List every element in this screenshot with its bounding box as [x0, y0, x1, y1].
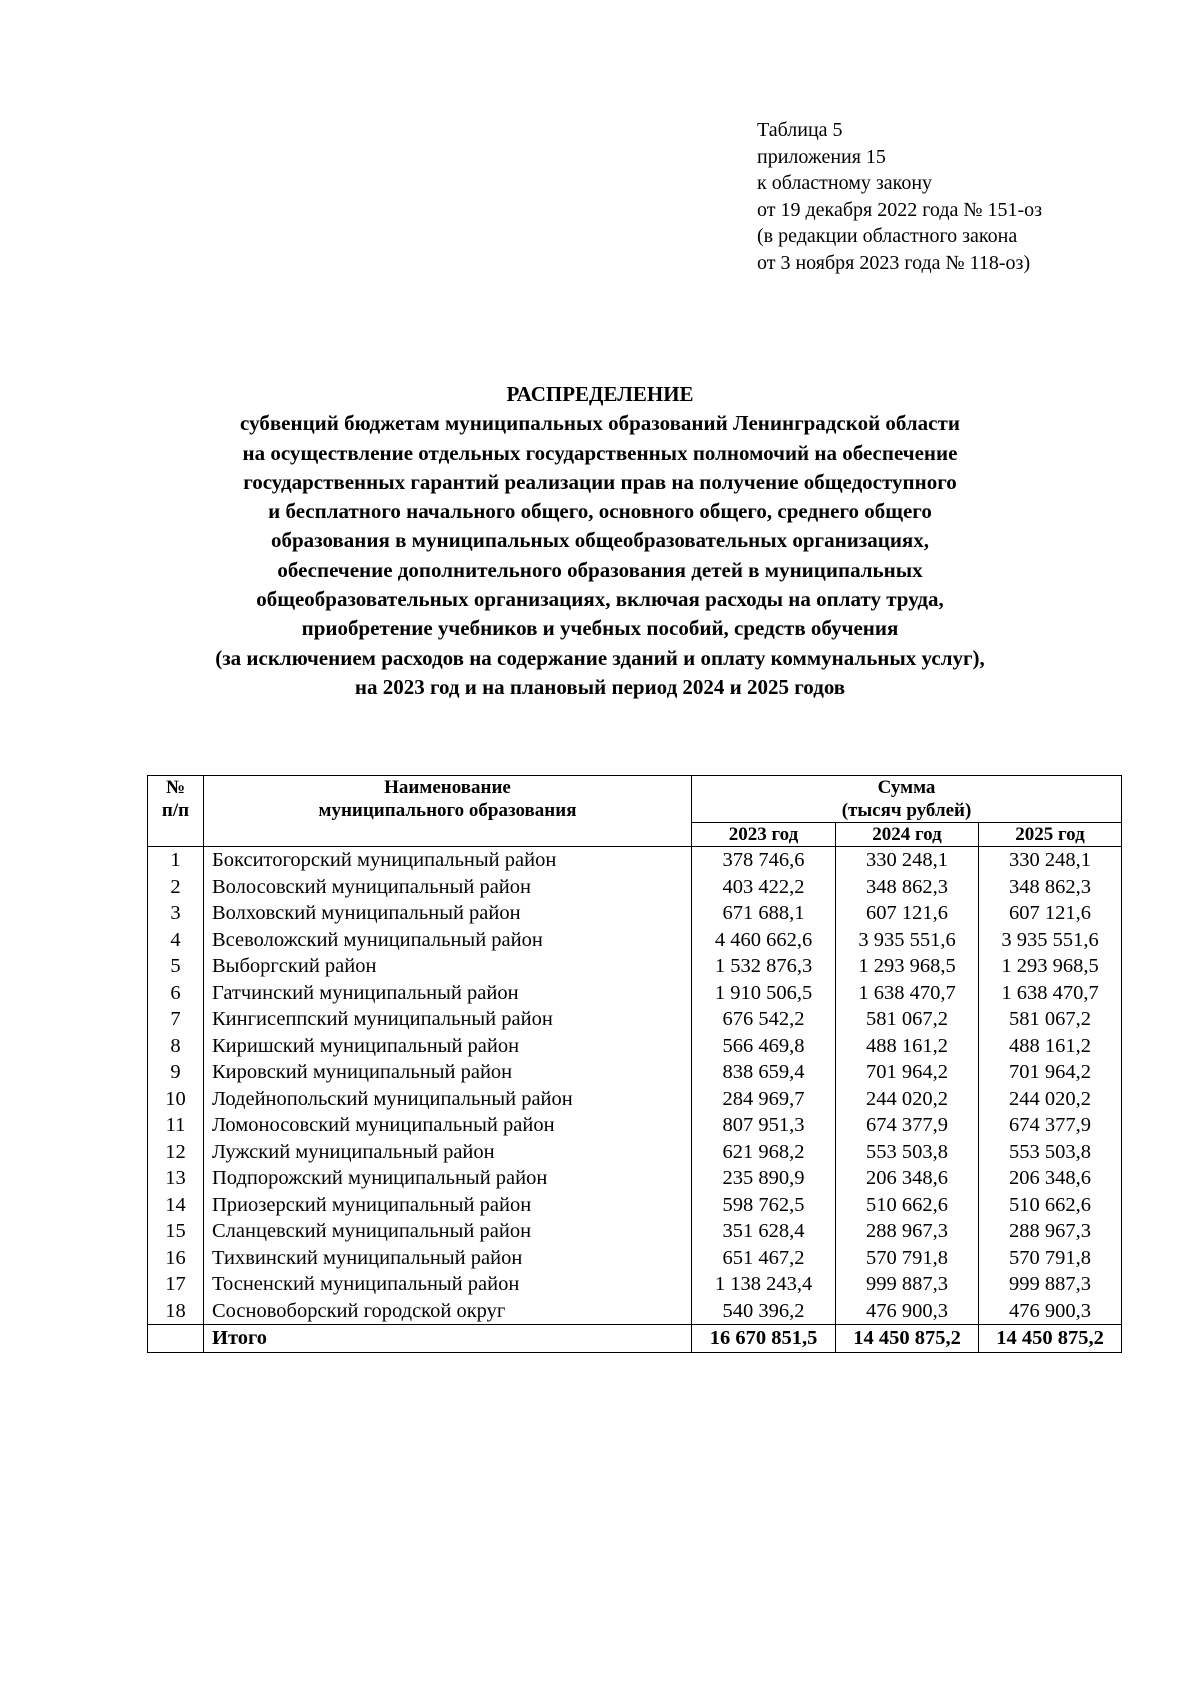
table-body: [148, 847, 1122, 1353]
row-value-2025: 476 900,3: [979, 1298, 1122, 1325]
row-value-2025: 288 967,3: [979, 1218, 1122, 1245]
row-municipality-name: Лодейнопольский муниципальный район: [204, 1086, 692, 1113]
table-row: [148, 1245, 1122, 1272]
title-line: на осуществление отдельных государственных полномочий на обеспечение: [242, 440, 958, 465]
row-number: 15: [148, 1218, 204, 1245]
row-municipality-name: Подпорожский муниципальный район: [204, 1165, 692, 1192]
attachment-line: приложения 15: [757, 145, 886, 168]
header-number-line1: №: [165, 777, 186, 798]
row-value-2023: 566 469,8: [692, 1033, 836, 1060]
row-value-2025: 607 121,6: [979, 900, 1122, 927]
row-value-2024: 348 862,3: [836, 874, 979, 901]
header-year-2024: 2024 год: [836, 823, 979, 847]
row-municipality-name: Приозерский муниципальный район: [204, 1192, 692, 1219]
row-value-2023: 621 968,2: [692, 1139, 836, 1166]
subsidy-table: [147, 775, 1122, 1353]
title-line: государственных гарантий реализации прав на получение общедоступного: [243, 469, 957, 494]
row-value-2025: 3 935 551,6: [979, 927, 1122, 954]
table-row: [148, 1271, 1122, 1298]
row-value-2024: 570 791,8: [836, 1245, 979, 1272]
table-row: [148, 847, 1122, 874]
title-line: (за исключением расходов на содержание зданий и оплату коммунальных услуг),: [215, 645, 985, 670]
row-municipality-name: Выборгский район: [204, 953, 692, 980]
row-number: 9: [148, 1059, 204, 1086]
row-value-2023: 4 460 662,6: [692, 927, 836, 954]
row-number: 3: [148, 900, 204, 927]
title-line: образования в муниципальных общеобразовательных организациях,: [270, 528, 930, 553]
attachment-line: Таблица 5: [757, 119, 843, 141]
header-name: [204, 776, 692, 847]
row-value-2023: 403 422,2: [692, 874, 836, 901]
row-value-2025: 999 887,3: [979, 1271, 1122, 1298]
table-row: [148, 953, 1122, 980]
row-value-2023: 378 746,6: [692, 847, 836, 874]
attachment-line: от 19 декабря 2022 года № 151-оз: [757, 198, 1043, 221]
row-number: 8: [148, 1033, 204, 1060]
row-value-2024: 244 020,2: [836, 1086, 979, 1113]
row-value-2024: 206 348,6: [836, 1165, 979, 1192]
row-number: 4: [148, 927, 204, 954]
row-number: 2: [148, 874, 204, 901]
total-2023: 16 670 851,5: [692, 1325, 836, 1353]
table-row: [148, 874, 1122, 901]
row-municipality-name: Бокситогорский муниципальный район: [204, 847, 692, 874]
title-line: РАСПРЕДЕЛЕНИЕ: [506, 382, 694, 406]
header-name-line1: Наименование: [384, 777, 511, 798]
row-value-2023: 598 762,5: [692, 1192, 836, 1219]
total-number-cell: [148, 1325, 204, 1353]
row-value-2025: 570 791,8: [979, 1245, 1122, 1272]
header-sum-line2: (тысяч рублей): [841, 800, 972, 821]
header-number-line2: п/п: [161, 800, 190, 821]
attachment-line: от 3 ноября 2023 года № 118-оз): [757, 251, 1031, 274]
row-number: 14: [148, 1192, 204, 1219]
header-year-2023: 2023 год: [692, 823, 836, 847]
header-number: [148, 776, 204, 847]
title-line: общеобразовательных организациях, включая расходы на оплату труда,: [256, 587, 944, 612]
row-municipality-name: Кингисеппский муниципальный район: [204, 1006, 692, 1033]
row-value-2025: 553 503,8: [979, 1139, 1122, 1166]
row-value-2025: 206 348,6: [979, 1165, 1122, 1192]
row-value-2023: 235 890,9: [692, 1165, 836, 1192]
table-row: [148, 1112, 1122, 1139]
row-value-2024: 701 964,2: [836, 1059, 979, 1086]
row-value-2025: 674 377,9: [979, 1112, 1122, 1139]
row-number: 5: [148, 953, 204, 980]
title-line: на 2023 год и на плановый период 2024 и 2025 годов: [354, 674, 846, 699]
row-value-2025: 1 293 968,5: [979, 953, 1122, 980]
row-number: 11: [148, 1112, 204, 1139]
row-number: 12: [148, 1139, 204, 1166]
row-value-2025: 581 067,2: [979, 1006, 1122, 1033]
document-title: [80, 380, 1120, 702]
row-municipality-name: Ломоносовский муниципальный район: [204, 1112, 692, 1139]
row-municipality-name: Сосновоборский городской округ: [204, 1298, 692, 1325]
row-value-2024: 1 293 968,5: [836, 953, 979, 980]
row-value-2023: 1 532 876,3: [692, 953, 836, 980]
row-value-2024: 1 638 470,7: [836, 980, 979, 1007]
header-sum: [692, 776, 1122, 823]
row-value-2023: 651 467,2: [692, 1245, 836, 1272]
row-value-2025: 330 248,1: [979, 847, 1122, 874]
row-number: 10: [148, 1086, 204, 1113]
attachment-line: к областному закону: [757, 172, 933, 194]
table-row: [148, 927, 1122, 954]
title-line: субвенций бюджетам муниципальных образований Ленинградской области: [240, 411, 960, 436]
row-value-2025: 348 862,3: [979, 874, 1122, 901]
row-value-2024: 476 900,3: [836, 1298, 979, 1325]
table-row: [148, 980, 1122, 1007]
table-row: [148, 1218, 1122, 1245]
row-value-2023: 284 969,7: [692, 1086, 836, 1113]
row-municipality-name: Лужский муниципальный район: [204, 1139, 692, 1166]
row-number: 16: [148, 1245, 204, 1272]
table-row: [148, 1298, 1122, 1325]
row-value-2025: 488 161,2: [979, 1033, 1122, 1060]
table-row: [148, 1086, 1122, 1113]
row-value-2025: 244 020,2: [979, 1086, 1122, 1113]
attachment-reference: [757, 117, 1042, 276]
header-name-line2: муниципального образования: [318, 800, 577, 821]
row-value-2023: 540 396,2: [692, 1298, 836, 1325]
title-line: приобретение учебников и учебных пособий, средств обучения: [301, 616, 899, 641]
row-value-2023: 671 688,1: [692, 900, 836, 927]
row-municipality-name: Всеволожский муниципальный район: [204, 927, 692, 954]
title-line: обеспечение дополнительного образования детей в муниципальных: [277, 557, 923, 582]
row-value-2024: 330 248,1: [836, 847, 979, 874]
row-number: 7: [148, 1006, 204, 1033]
row-number: 18: [148, 1298, 204, 1325]
row-value-2024: 607 121,6: [836, 900, 979, 927]
row-value-2025: 701 964,2: [979, 1059, 1122, 1086]
row-value-2025: 1 638 470,7: [979, 980, 1122, 1007]
row-value-2023: 351 628,4: [692, 1218, 836, 1245]
row-number: 13: [148, 1165, 204, 1192]
row-value-2024: 674 377,9: [836, 1112, 979, 1139]
row-municipality-name: Волховский муниципальный район: [204, 900, 692, 927]
row-number: 6: [148, 980, 204, 1007]
table-row: [148, 1033, 1122, 1060]
row-value-2024: 510 662,6: [836, 1192, 979, 1219]
row-value-2023: 1 910 506,5: [692, 980, 836, 1007]
row-value-2024: 288 967,3: [836, 1218, 979, 1245]
row-number: 17: [148, 1271, 204, 1298]
header-year-2025: 2025 год: [979, 823, 1122, 847]
attachment-line: (в редакции областного закона: [757, 225, 1018, 247]
total-2025: 14 450 875,2: [979, 1325, 1122, 1353]
row-value-2024: 553 503,8: [836, 1139, 979, 1166]
row-municipality-name: Волосовский муниципальный район: [204, 874, 692, 901]
row-value-2024: 999 887,3: [836, 1271, 979, 1298]
total-2024: 14 450 875,2: [836, 1325, 979, 1353]
row-value-2024: 488 161,2: [836, 1033, 979, 1060]
row-value-2023: 838 659,4: [692, 1059, 836, 1086]
table-header-row: [148, 776, 1122, 823]
table-total-row: [148, 1325, 1122, 1353]
row-value-2024: 3 935 551,6: [836, 927, 979, 954]
table-row: [148, 1192, 1122, 1219]
title-line: и бесплатного начального общего, основного общего, среднего общего: [268, 499, 932, 524]
table-row: [148, 1059, 1122, 1086]
table-row: [148, 1139, 1122, 1166]
row-municipality-name: Тосненский муниципальный район: [204, 1271, 692, 1298]
table-row: [148, 1006, 1122, 1033]
row-municipality-name: Сланцевский муниципальный район: [204, 1218, 692, 1245]
total-label: Итого: [204, 1325, 692, 1353]
row-value-2023: 1 138 243,4: [692, 1271, 836, 1298]
row-value-2025: 510 662,6: [979, 1192, 1122, 1219]
row-value-2023: 676 542,2: [692, 1006, 836, 1033]
row-municipality-name: Кировский муниципальный район: [204, 1059, 692, 1086]
row-municipality-name: Гатчинский муниципальный район: [204, 980, 692, 1007]
table-row: [148, 900, 1122, 927]
row-municipality-name: Киришский муниципальный район: [204, 1033, 692, 1060]
row-number: 1: [148, 847, 204, 874]
table-row: [148, 1165, 1122, 1192]
header-sum-line1: Сумма: [877, 777, 936, 798]
row-value-2024: 581 067,2: [836, 1006, 979, 1033]
row-value-2023: 807 951,3: [692, 1112, 836, 1139]
row-municipality-name: Тихвинский муниципальный район: [204, 1245, 692, 1272]
